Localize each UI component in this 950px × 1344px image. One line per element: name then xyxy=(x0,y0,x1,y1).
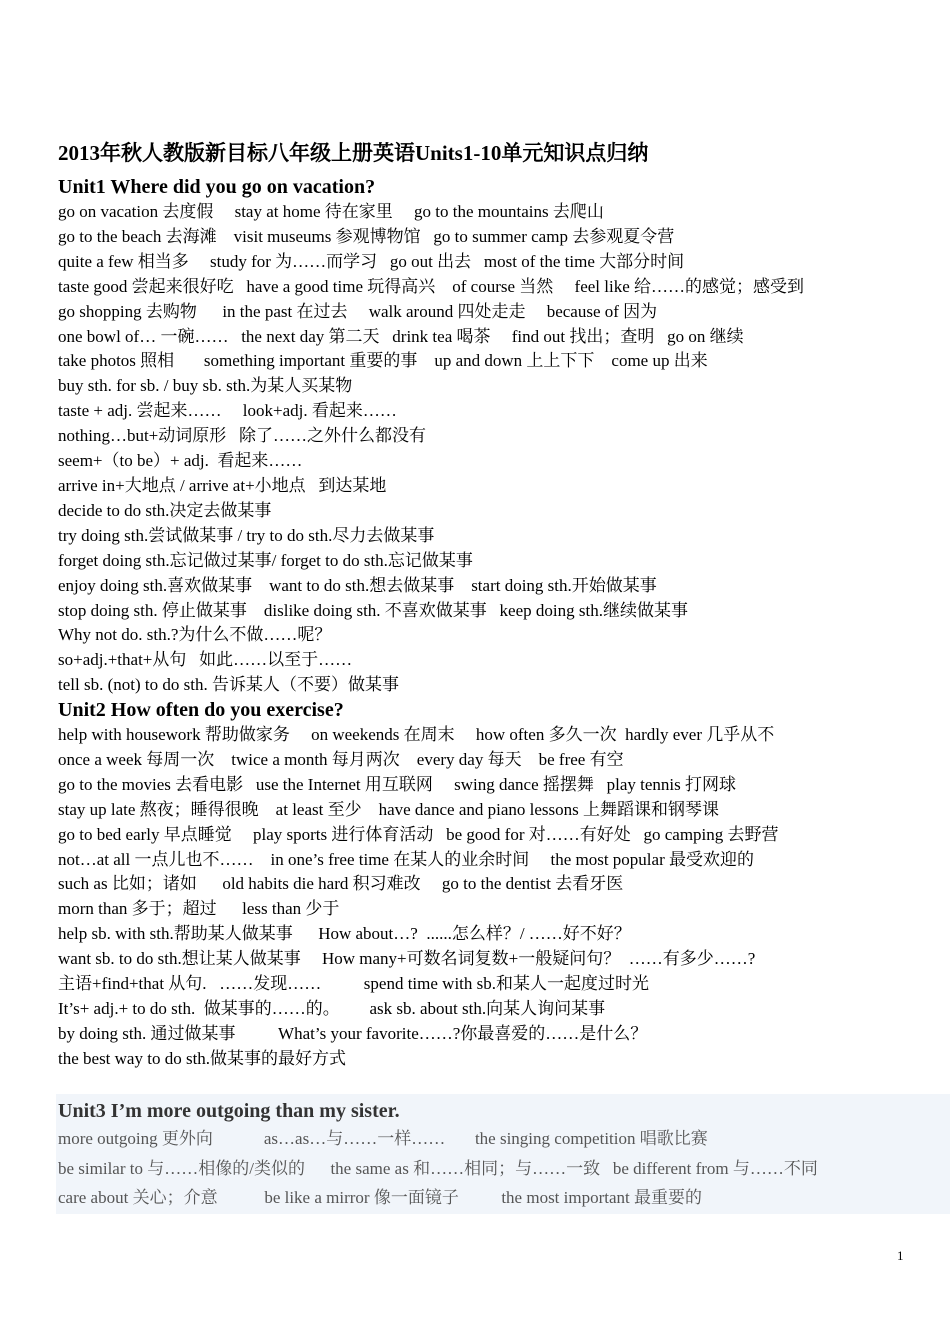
list-item: more outgoing 更外向 as…as…与……一样…… the singing competition 唱歌比赛 xyxy=(58,1129,708,1148)
list-item: It’s+ adj.+ to do sth. 做某事的……的。 ask sb. about sth.向某人询问某事 xyxy=(58,998,606,1018)
list-item: care about 关心；介意 be like a mirror 像一面镜子 the most important 最重要的 xyxy=(58,1188,703,1207)
unit-2-lines xyxy=(58,723,779,1072)
unit-1-heading: Unit1 Where did you go on vacation? xyxy=(58,176,376,198)
list-item: want sb. to do sth.想让某人做某事 How many+可数名词复数+一般疑问句？ ……有多少……? xyxy=(58,949,756,969)
list-item: help with housework 帮助做家务 on weekends 在周末 how often 多久一次 hardly ever 几乎从不 xyxy=(58,725,775,744)
list-item: such as 比如；诸如 old habits die hard 积习难改 go to the dentist 去看牙医 xyxy=(58,874,624,894)
list-item: by doing sth. 通过做某事 What’s your favorite……?你最喜爱的……是什么？ xyxy=(58,1023,648,1043)
unit-1-section xyxy=(58,174,804,698)
list-item: take photos 照相 something important 重要的事 up and down 上上下下 come up 出来 xyxy=(58,351,708,371)
list-item: one bowl of… 一碗…… the next day 第二天 drink tea 喝茶 find out 找出；查明 go on 继续 xyxy=(58,326,744,346)
list-item: buy sth. for sb. / buy sb. sth.为某人买某物 xyxy=(58,376,353,396)
unit-2-heading: Unit2 How often do you exercise? xyxy=(58,699,344,721)
list-item: go to the movies 去看电影 use the Internet 用互联网 swing dance 摇摆舞 play tennis 打网球 xyxy=(58,774,737,794)
list-item: arrive in+大地点 / arrive at+小地点 到达某地 xyxy=(58,475,387,495)
list-item: tell sb. (not) to do sth. 告诉某人（不要）做某事 xyxy=(58,675,399,695)
list-item: quite a few 相当多 study for 为……而学习 go out 出去 most of the time 大部分时间 xyxy=(58,251,685,271)
list-item: stay up late 熬夜；睡得很晚 at least 至少 have dance and piano lessons 上舞蹈课和钢琴课 xyxy=(58,799,719,819)
list-item: try doing sth.尝试做某事 / try to do sth.尽力去做某事 xyxy=(58,525,435,545)
list-item: the best way to do sth.做某事的最好方式 xyxy=(58,1048,347,1068)
list-item: not…at all 一点儿也不…… in one’s free time 在某人的业余时间 the most popular 最受欢迎的 xyxy=(58,849,754,869)
page-number: 1 xyxy=(897,1248,904,1263)
list-item: enjoy doing sth.喜欢做某事 want to do sth.想去做某事 start doing sth.开始做某事 xyxy=(58,575,657,595)
list-item: 主语+find+that 从句. ……发现…… spend time with sb.和某人一起度过时光 xyxy=(58,974,650,994)
list-item: seem+（to be）+ adj. 看起来…… xyxy=(58,451,303,471)
list-item: stop doing sth. 停止做某事 dislike doing sth. 不喜欢做某事 keep doing sth.继续做某事 xyxy=(58,600,688,620)
list-item: be similar to 与……相像的/类似的 the same as 和……相同；与……一致 be different from 与……不同 xyxy=(58,1158,818,1178)
page-title: 2013年秋人教版新目标八年级上册英语Units1-10单元知识点归纳 xyxy=(58,141,649,165)
unit-3-section xyxy=(56,1094,950,1214)
list-item: help sb. with sth.帮助某人做某事 How about…? ......怎么样？/ ……好不好？ xyxy=(58,924,631,944)
list-item: go to the beach 去海滩 visit museums 参观博物馆 go to summer camp 去参观夏令营 xyxy=(58,226,675,246)
unit-3-lines xyxy=(58,1124,950,1213)
list-item: forget doing sth.忘记做过某事/ forget to do sth.忘记做某事 xyxy=(58,550,473,570)
list-item: so+adj.+that+从句 如此……以至于…… xyxy=(58,650,353,670)
list-item: decide to do sth.决定去做某事 xyxy=(58,500,272,520)
list-item: Why not do. sth.?为什么不做……呢？ xyxy=(58,625,332,645)
list-item: go shopping 去购物 in the past 在过去 walk around 四处走走 because of 因为 xyxy=(58,301,658,321)
list-item: morn than 多于；超过 less than 少于 xyxy=(58,899,340,919)
list-item: taste + adj. 尝起来…… look+adj. 看起来…… xyxy=(58,401,397,421)
list-item: nothing…but+动词原形 除了……之外什么都没有 xyxy=(58,426,427,446)
unit-2-section xyxy=(58,697,779,1072)
unit-1-lines xyxy=(58,200,804,698)
unit-3-heading: Unit3 I’m more outgoing than my sister. xyxy=(58,1100,400,1122)
list-item: go on vacation 去度假 stay at home 待在家里 go to the mountains 去爬山 xyxy=(58,202,604,221)
list-item: go to bed early 早点睡觉 play sports 进行体育活动 be good for 对……有好处 go camping 去野营 xyxy=(58,824,779,844)
list-item: taste good 尝起来很好吃 have a good time 玩得高兴 of course 当然 feel like 给……的感觉；感受到 xyxy=(58,276,804,296)
list-item: once a week 每周一次 twice a month 每月两次 every day 每天 be free 有空 xyxy=(58,749,624,769)
